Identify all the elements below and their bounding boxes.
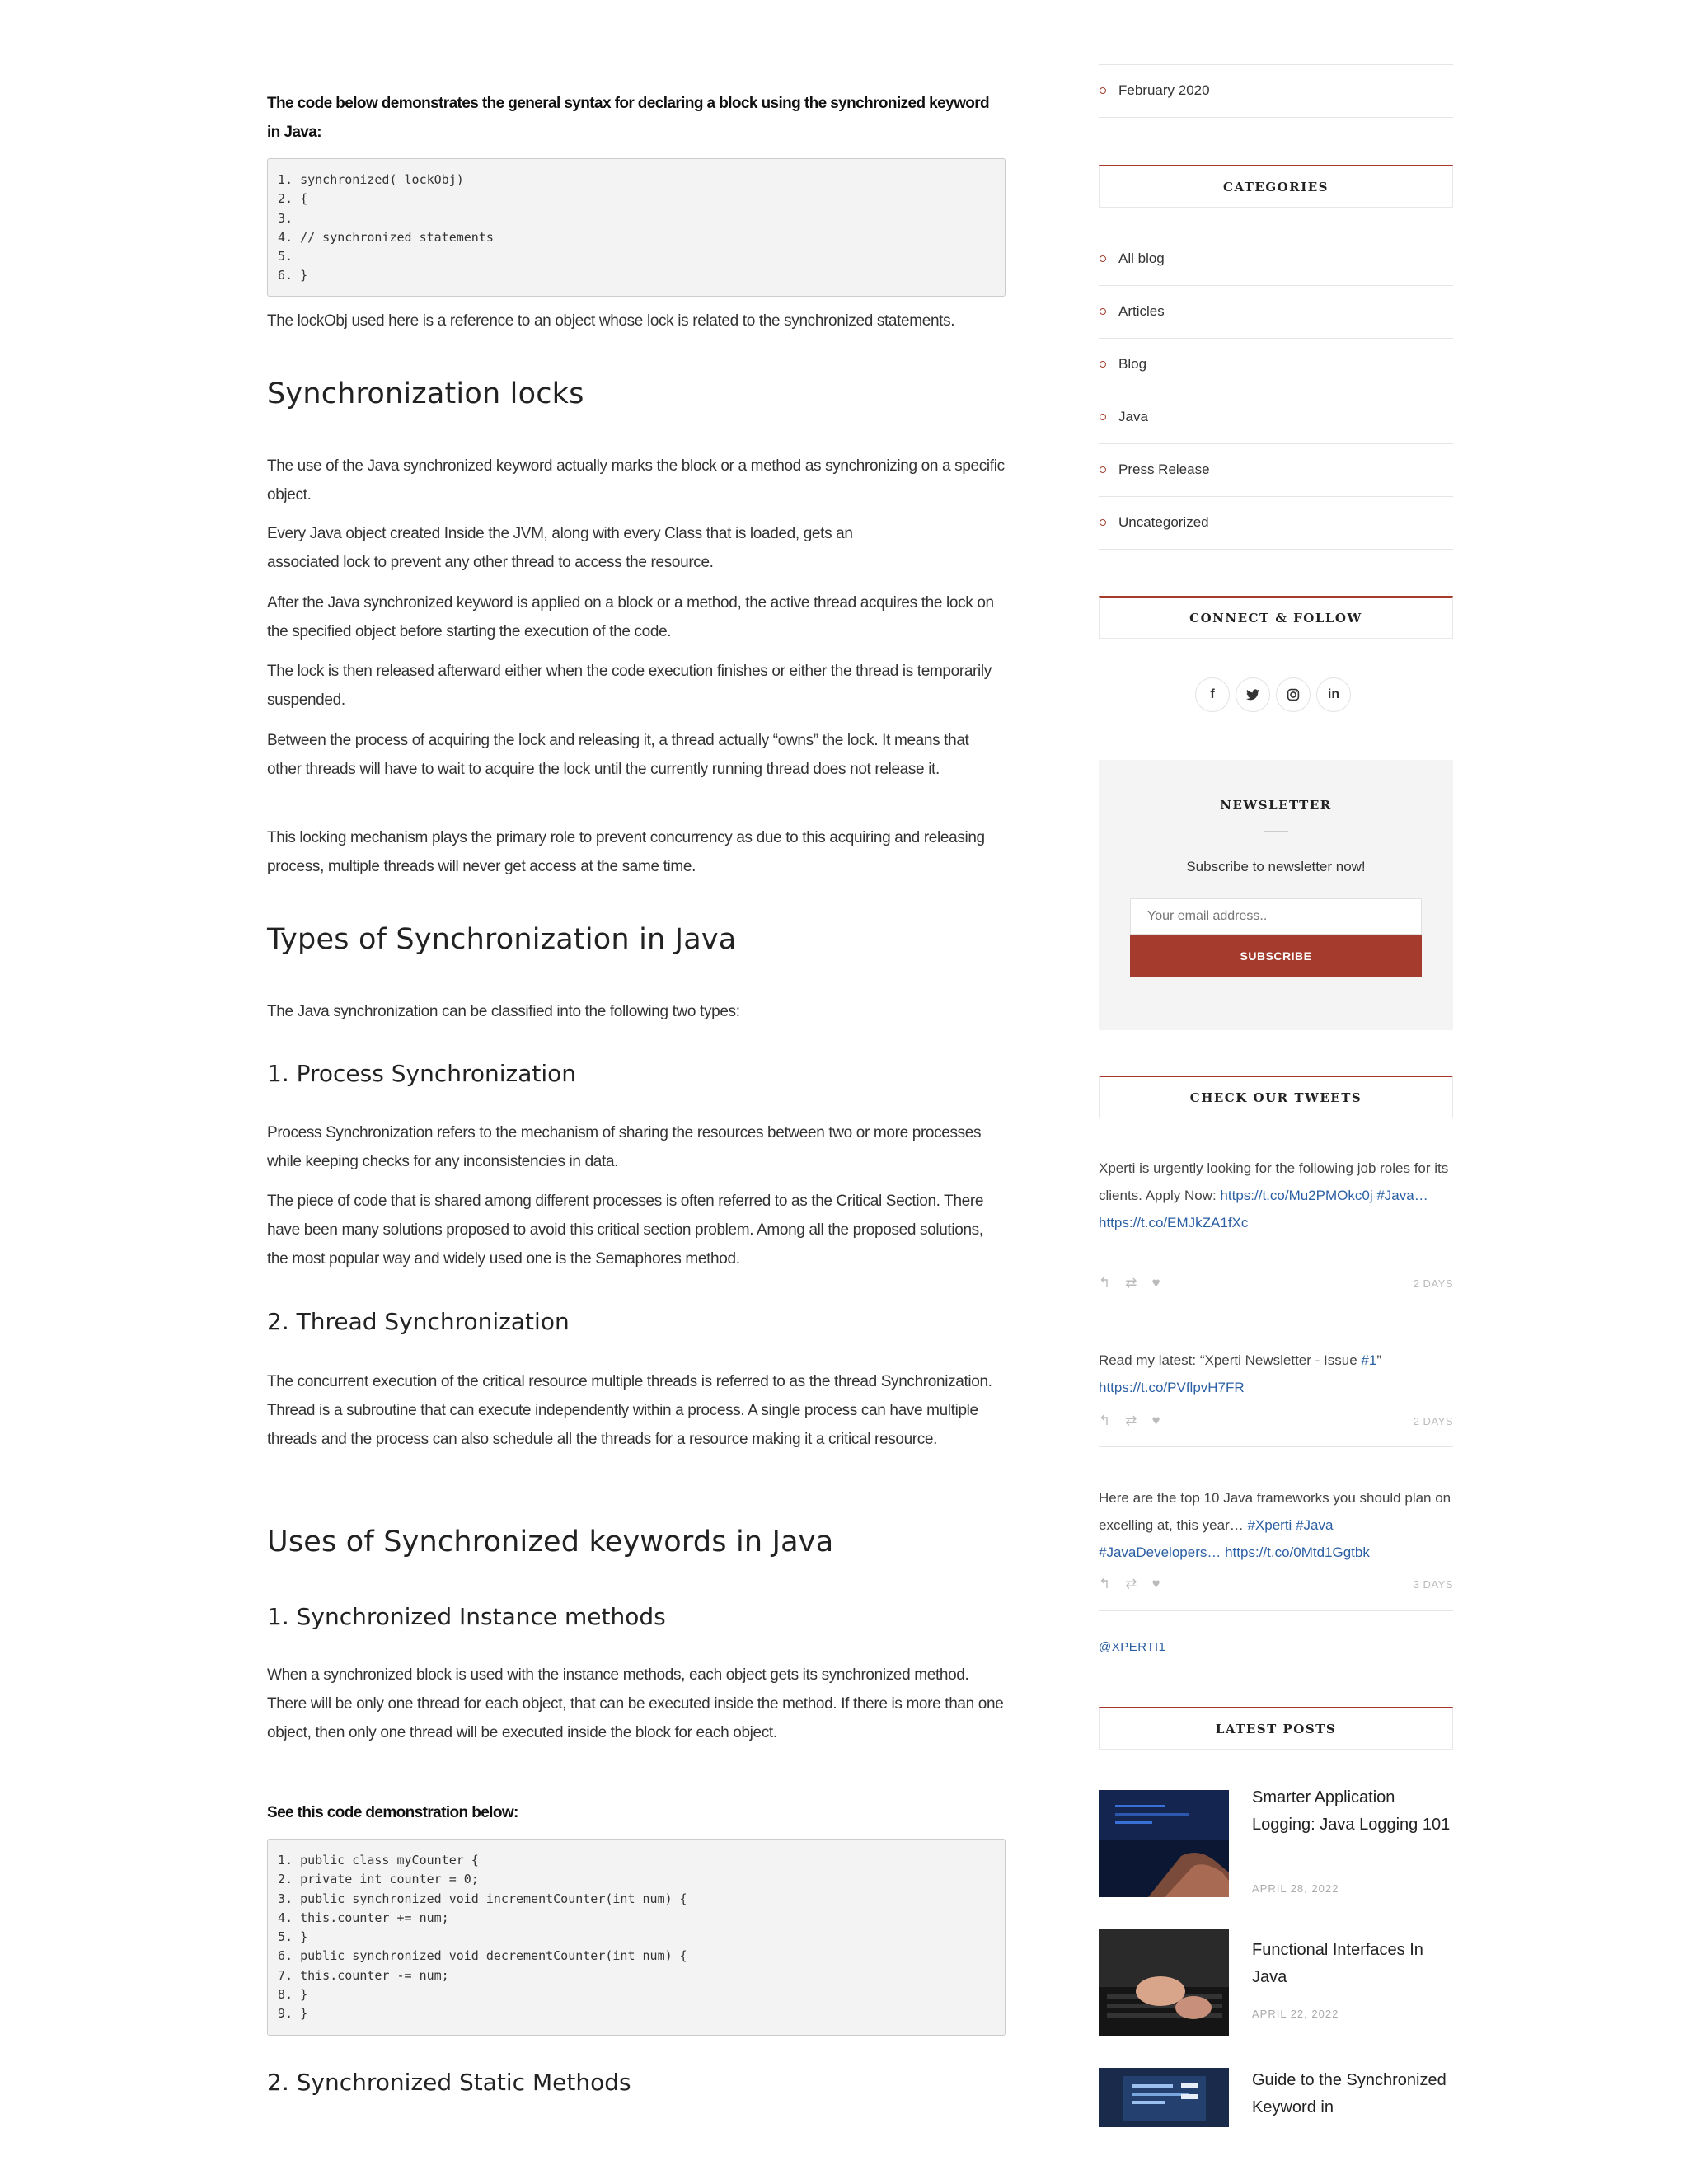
heading-uses-of-synchronized: Uses of Synchronized keywords in Java — [267, 1526, 834, 1558]
tweet-actions — [1099, 1575, 1453, 1593]
tweet-hashtag[interactable]: #JavaDevelopers… — [1099, 1544, 1221, 1560]
category-label: Uncategorized — [1118, 514, 1209, 530]
retweet-icon[interactable]: ⇄ — [1125, 1413, 1137, 1428]
bullet-icon — [1100, 361, 1106, 368]
twitter-icon[interactable] — [1236, 677, 1270, 712]
newsletter-title: NEWSLETTER — [1220, 798, 1332, 813]
tweet-1 — [1099, 1155, 1453, 1236]
post-title-link[interactable]: Smarter Application Logging: Java Logging 101 — [1252, 1788, 1451, 1834]
code-line: 6. public synchronized void decrementCounter(int num) { — [278, 1948, 687, 1964]
code-line: 3. — [278, 210, 293, 226]
code-line: 1. public class myCounter { — [278, 1853, 479, 1868]
tweet-text: Read my latest: “Xperti Newsletter - Issue — [1099, 1352, 1362, 1368]
post-title-link[interactable]: Guide to the Synchronized Keyword in — [1252, 2071, 1447, 2116]
post-title-link[interactable]: Functional Interfaces In Java — [1252, 1941, 1423, 1986]
category-label: Articles — [1118, 303, 1165, 319]
paragraph: After the Java synchronized keyword is applied on a block or a method, the active thread acquires the lock on the specified object before starting the execution of the code. — [267, 594, 994, 640]
paragraph: Process Synchronization refers to the mechanism of sharing the resources between two or more processes while keeping checks for any inconsistencies in data. — [267, 1124, 982, 1170]
tweet-link[interactable]: https://t.co/0Mtd1Ggtbk — [1225, 1544, 1370, 1560]
code-line: 3. public synchronized void incrementCounter(int num) { — [278, 1891, 687, 1906]
category-label: All blog — [1118, 251, 1165, 266]
categories-widget-title: CATEGORIES — [1099, 165, 1453, 208]
tweet-link[interactable]: https://t.co/PVflpvH7FR — [1099, 1380, 1245, 1395]
bullet-icon — [1100, 466, 1106, 473]
code-line: 2. private int counter = 0; — [278, 1872, 479, 1887]
tweet-hashtag[interactable]: #Xperti — [1247, 1517, 1292, 1533]
connect-widget-title: CONNECT & FOLLOW — [1099, 596, 1453, 639]
heading-types-of-synchronization: Types of Synchronization in Java — [267, 923, 737, 956]
reply-icon[interactable]: ↰ — [1099, 1576, 1111, 1591]
paragraph: The use of the Java synchronized keyword actually marks the block or a method as synchronizing on a specific object. — [267, 457, 1005, 504]
category-item-press-release[interactable] — [1099, 443, 1453, 496]
like-icon[interactable]: ♥ — [1151, 1413, 1160, 1428]
code-line: 9. } — [278, 2006, 308, 2022]
reply-icon[interactable]: ↰ — [1099, 1413, 1111, 1428]
tweet-actions — [1099, 1412, 1453, 1430]
category-item-articles[interactable] — [1099, 285, 1453, 338]
divider — [1099, 1446, 1453, 1447]
code-line: 6. } — [278, 268, 308, 284]
archive-item-label: February 2020 — [1118, 82, 1210, 98]
paragraph: Between the process of acquiring the lock and releasing it, a thread actually “owns” the lock. It means that other threads will have to wait to acquire the lock until the currently running thread does not release it. — [267, 732, 969, 778]
divider — [1099, 1610, 1453, 1611]
category-item-java[interactable] — [1099, 391, 1453, 443]
code-line: 7. this.counter -= num; — [278, 1967, 449, 1983]
code-line: 1. synchronized( lockObj) — [278, 172, 464, 187]
post-date: APRIL 22, 2022 — [1252, 2008, 1339, 2020]
post-thumbnail[interactable] — [1099, 1790, 1229, 1897]
bullet-icon — [1100, 255, 1106, 262]
paragraph: The lock is then released afterward either when the code execution finishes or either the thread is temporarily suspended. — [267, 663, 992, 709]
linkedin-icon[interactable]: in — [1316, 677, 1351, 712]
paragraph: The lockObj used here is a reference to an object whose lock is related to the synchronized statements. — [267, 312, 955, 330]
code-intro-text: The code below demonstrates the general syntax for declaring a block using the synchronized keyword in Java: — [267, 95, 990, 141]
tweet-2 — [1099, 1347, 1453, 1401]
code-line: 5. — [278, 249, 293, 265]
paragraph: This locking mechanism plays the primary role to prevent concurrency as due to this acquiring and releasing process, multiple threads will never get access at the same time. — [267, 829, 985, 875]
post-thumbnail[interactable] — [1099, 2068, 1229, 2127]
code-line: 4. this.counter += num; — [278, 1910, 449, 1925]
category-label: Blog — [1118, 356, 1147, 372]
tweet-text: Here are the top 10 Java frameworks you should plan on excelling at, this year… — [1099, 1490, 1451, 1533]
heading-instance-methods: 1. Synchronized Instance methods — [267, 1603, 666, 1630]
twitter-handle-link[interactable]: @XPERTI1 — [1099, 1640, 1166, 1654]
bullet-icon — [1100, 414, 1106, 420]
divider — [1099, 117, 1453, 118]
tweet-3 — [1099, 1484, 1453, 1566]
post-date: APRIL 28, 2022 — [1252, 1882, 1339, 1895]
newsletter-subtitle: Subscribe to newsletter now! — [1186, 859, 1366, 874]
tweet-hashtag[interactable]: #Java… — [1376, 1188, 1428, 1203]
facebook-icon[interactable]: f — [1195, 677, 1230, 712]
code-line: 8. } — [278, 1987, 308, 2003]
tweet-text: ” — [1376, 1352, 1381, 1368]
code-block-syntax — [267, 158, 1006, 297]
heading-synchronization-locks: Synchronization locks — [267, 377, 584, 410]
category-item-blog[interactable] — [1099, 338, 1453, 391]
bullet-icon — [1100, 87, 1106, 94]
paragraph: When a synchronized block is used with the instance methods, each object gets its synchronized method. There will be only one thread for each object, that can be executed inside the method. If there is more than one object, then only one thread will be executed inside the block for each object. — [267, 1666, 1004, 1741]
paragraph: Every Java object created Inside the JVM, along with every Class that is loaded, gets an associated lock to prevent any other thread to access the resource. — [267, 525, 853, 571]
tweet-link[interactable]: https://t.co/Mu2PMOkc0j — [1220, 1188, 1373, 1203]
email-input[interactable] — [1130, 898, 1422, 935]
tweets-widget-title: CHECK OUR TWEETS — [1099, 1076, 1453, 1118]
tweet-age: 3 DAYS — [1413, 1577, 1453, 1591]
code-block-counter — [267, 1839, 1006, 2036]
heading-process-synchronization: 1. Process Synchronization — [267, 1060, 577, 1087]
like-icon[interactable]: ♥ — [1151, 1275, 1160, 1291]
code-line: 2. { — [278, 191, 308, 207]
subscribe-button[interactable]: SUBSCRIBE — [1130, 935, 1422, 977]
paragraph: The concurrent execution of the critical resource multiple threads is referred to as the thread Synchronization. Thread is a subroutine that can execute independently within a process. A single process can have multiple threads and the process can also schedule all the threads for a resource making it a critical resource. — [267, 1373, 992, 1448]
code-line: 4. // synchronized statements — [278, 229, 494, 245]
paragraph: The piece of code that is shared among different processes is often referred to as the Critical Section. There have been many solutions proposed to avoid this critical section problem. Among all the proposed solutions, the most popular way and widely used one is the Semaphores method. — [267, 1193, 984, 1268]
retweet-icon[interactable]: ⇄ — [1125, 1275, 1137, 1291]
category-label: Press Release — [1118, 462, 1210, 477]
divider — [1264, 831, 1288, 832]
category-label: Java — [1118, 409, 1148, 424]
divider — [1099, 549, 1453, 550]
heading-thread-synchronization: 2. Thread Synchronization — [267, 1308, 570, 1335]
archive-item[interactable] — [1099, 64, 1453, 117]
post-thumbnail[interactable] — [1099, 1929, 1229, 2036]
bullet-icon — [1100, 308, 1106, 315]
category-item-all-blog[interactable] — [1099, 232, 1453, 285]
tweet-age: 2 DAYS — [1413, 1277, 1453, 1290]
code-demo-intro: See this code demonstration below: — [267, 1804, 518, 1821]
bullet-icon — [1100, 519, 1106, 526]
tweet-hashtag[interactable]: #Java — [1296, 1517, 1334, 1533]
tweet-age: 2 DAYS — [1413, 1414, 1453, 1427]
code-line: 5. } — [278, 1929, 308, 1945]
paragraph: The Java synchronization can be classified into the following two types: — [267, 1003, 740, 1020]
tweet-hashtag[interactable]: #1 — [1361, 1352, 1377, 1368]
latest-posts-widget-title: LATEST POSTS — [1099, 1707, 1453, 1750]
reply-icon[interactable]: ↰ — [1099, 1275, 1111, 1291]
instagram-icon[interactable] — [1276, 677, 1311, 712]
tweet-text: Xperti is urgently looking for the following job roles for its clients. Apply Now: — [1099, 1160, 1449, 1203]
newsletter-widget — [1099, 760, 1453, 1030]
tweet-link[interactable]: https://t.co/EMJkZA1fXc — [1099, 1215, 1249, 1230]
retweet-icon[interactable]: ⇄ — [1125, 1576, 1137, 1591]
category-item-uncategorized[interactable] — [1099, 496, 1453, 549]
heading-static-methods: 2. Synchronized Static Methods — [267, 2069, 631, 2096]
like-icon[interactable]: ♥ — [1151, 1576, 1160, 1591]
tweet-actions — [1099, 1274, 1453, 1292]
